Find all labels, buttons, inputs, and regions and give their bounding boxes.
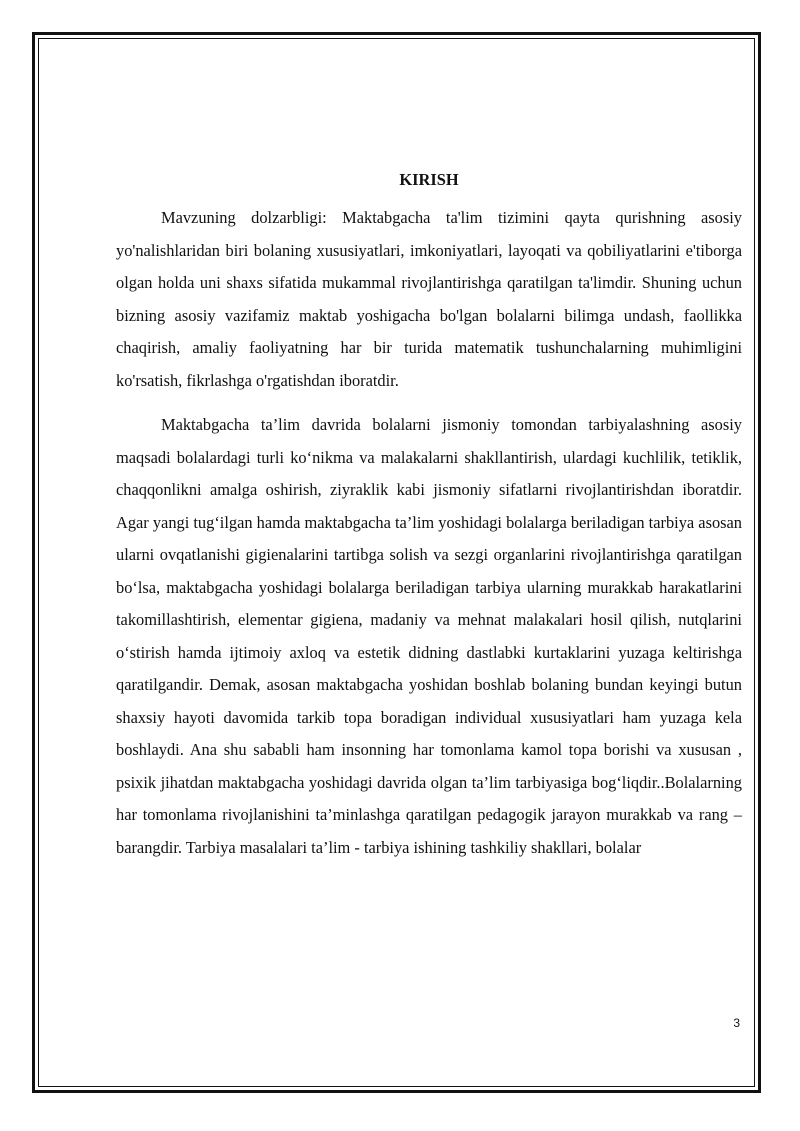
- document-body: [116, 168, 742, 876]
- document-title: KIRISH: [399, 170, 459, 189]
- paragraph-physical-education: Maktabgacha ta’lim davrida bolalarni jismoniy tomondan tarbiyalashning asosiy maqsadi bolalardagi turli ko‘nikma va malakalarni shakllantirish, ulardagi kuchlilik, tetiklik, chaqqonlikni amalga oshirish, ziyraklik kabi jismoniy sifatlarni rivojlantirishdan iboratdir. Agar yangi tug‘ilgan hamda maktabgacha ta’lim yoshidagi bolalarga beriladigan tarbiya asosan ularni ovqatlanishi gigienalarini tartibga solish va sezgi organlarini rivojlantirishga qaratilgan bo‘lsa, maktabgacha yoshidagi bolalarga beriladigan tarbiya ularning murakkab harakatlarini takomillashtirish, elementar gigiena, madaniy va mehnat malakalari hosil qilish, nutqlarini o‘stirish hamda ijtimoiy axloq va estetik didning dastlabki kurtaklarini yuzaga keltirishga qaratilgandir. Demak, asosan maktabgacha yoshidan boshlab bolaning bundan keyingi butun shaxsiy hayoti davomida tarkib topa boradigan individual xususiyatlari ham yuzaga kela boshlaydi. Ana shu sababli ham insonning har tomonlama kamol topa borishi va xususan , psixik jihatdan maktabgacha yoshidagi davrida olgan ta’lim tarbiyasiga bog‘liqdir..Bolalarning har tomonlama rivojlanishini ta’minlashga qaratilgan pedagogik jarayon murakkab va rang – barangdir. Tarbiya masalalari ta’lim - tarbiya ishining tashkiliy shakllari, bolalar: [116, 415, 742, 857]
- page-number: 3: [733, 1016, 740, 1030]
- paragraph-relevance: Mavzuning dolzarbligi: Maktabgacha ta'lim tizimini qayta qurishning asosiy yo'nalishlaridan biri bolaning xususiyatlari, imkoniyatlari, layoqati va qobiliyatlarini e'tiborga olgan holda uni shaxs sifatida mukammal rivojlantirishga qaratilgan ta'limdir. Shuning uchun bizning asosiy vazifamiz maktab yoshigacha bo'lgan bolalarni bilimga undash, faollikka chaqirish, amaliy faoliyatning har bir turida matematik tushunchalarning muhimligini ko'rsatish, fikrlashga o'rgatishdan iboratdir.: [116, 208, 742, 390]
